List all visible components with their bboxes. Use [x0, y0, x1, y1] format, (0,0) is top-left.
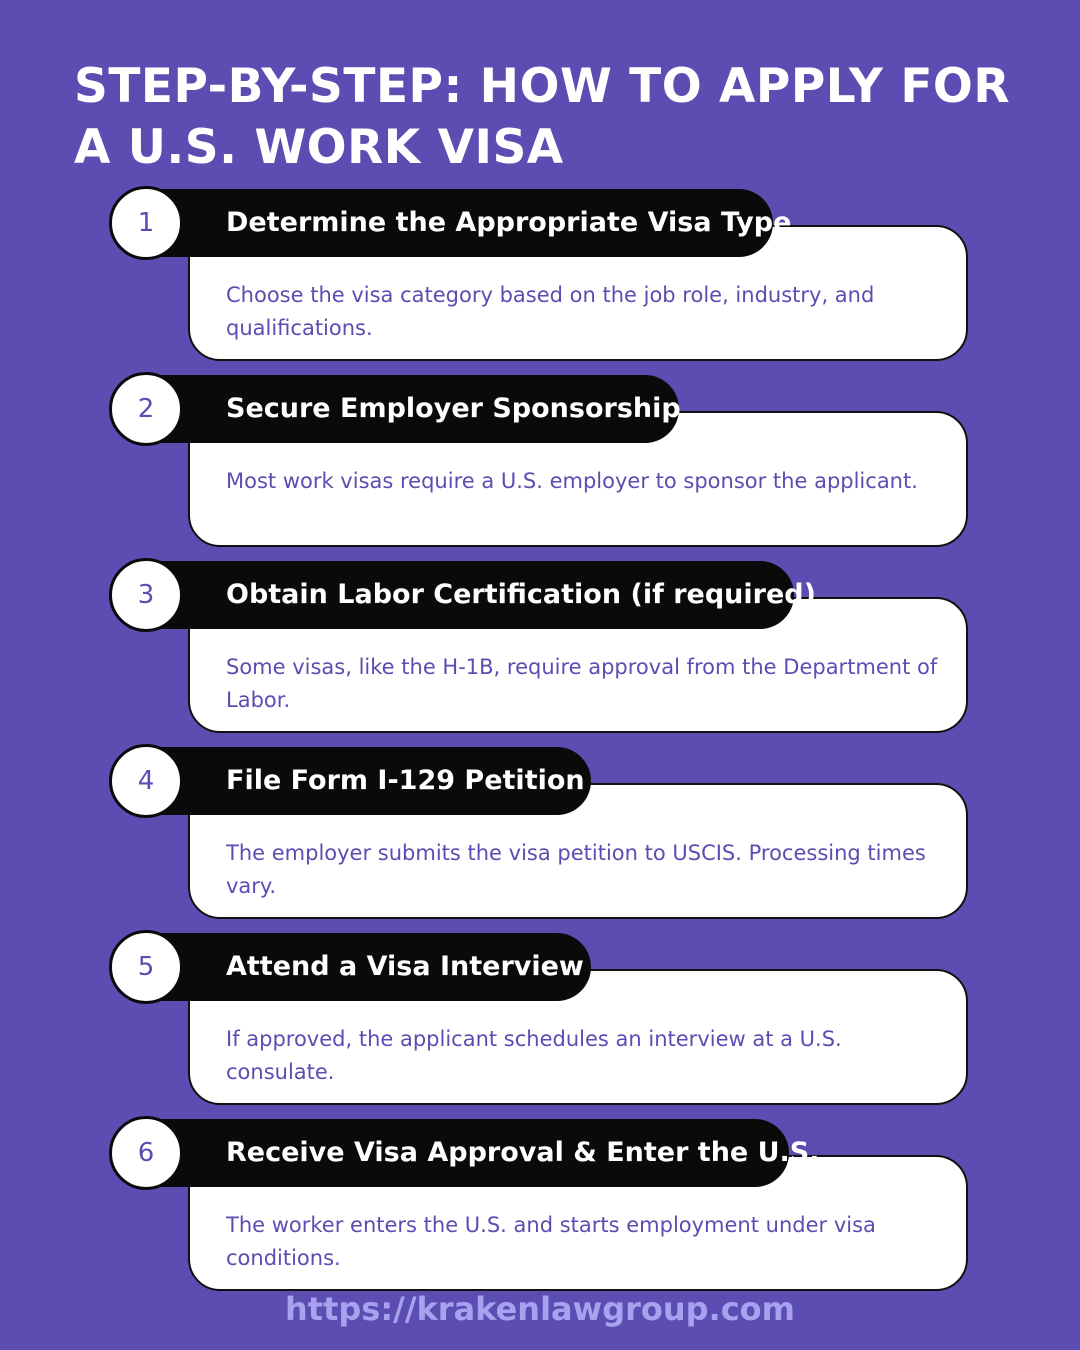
step-heading: Attend a Visa Interview: [226, 951, 584, 982]
step-heading: Determine the Appropriate Visa Type: [226, 207, 792, 238]
step-number-badge: 4: [109, 744, 183, 818]
step-heading: Receive Visa Approval & Enter the U.S.: [226, 1137, 820, 1168]
step-4: [0, 747, 1080, 927]
step-number-badge: 2: [109, 372, 183, 446]
step-heading: Obtain Labor Certification (if required): [226, 579, 816, 610]
step-description: Choose the visa category based on the job role, industry, and qualifications.: [226, 283, 875, 340]
step-description: Some visas, like the H-1B, require approval from the Department of Labor.: [226, 655, 938, 712]
step-description: If approved, the applicant schedules an interview at a U.S. consulate.: [226, 1027, 842, 1084]
step-number-badge: 3: [109, 558, 183, 632]
step-number-badge: 6: [109, 1116, 183, 1190]
step-description: Most work visas require a U.S. employer to sponsor the applicant.: [226, 469, 918, 493]
step-1: [0, 189, 1080, 369]
step-heading: Secure Employer Sponsorship: [226, 393, 681, 424]
step-description: The employer submits the visa petition to USCIS. Processing times vary.: [226, 841, 926, 898]
step-2: [0, 375, 1080, 555]
step-number-badge: 5: [109, 930, 183, 1004]
step-3: [0, 561, 1080, 741]
step-6: [0, 1119, 1080, 1299]
step-5: [0, 933, 1080, 1113]
website-link[interactable]: https://krakenlawgroup.com: [285, 1290, 795, 1328]
step-heading: File Form I-129 Petition: [226, 765, 585, 796]
page-title: STEP-BY-STEP: HOW TO APPLY FOR A U.S. WORK VISA: [74, 59, 1011, 175]
step-number-badge: 1: [109, 186, 183, 260]
step-description: The worker enters the U.S. and starts employment under visa conditions.: [226, 1213, 876, 1270]
